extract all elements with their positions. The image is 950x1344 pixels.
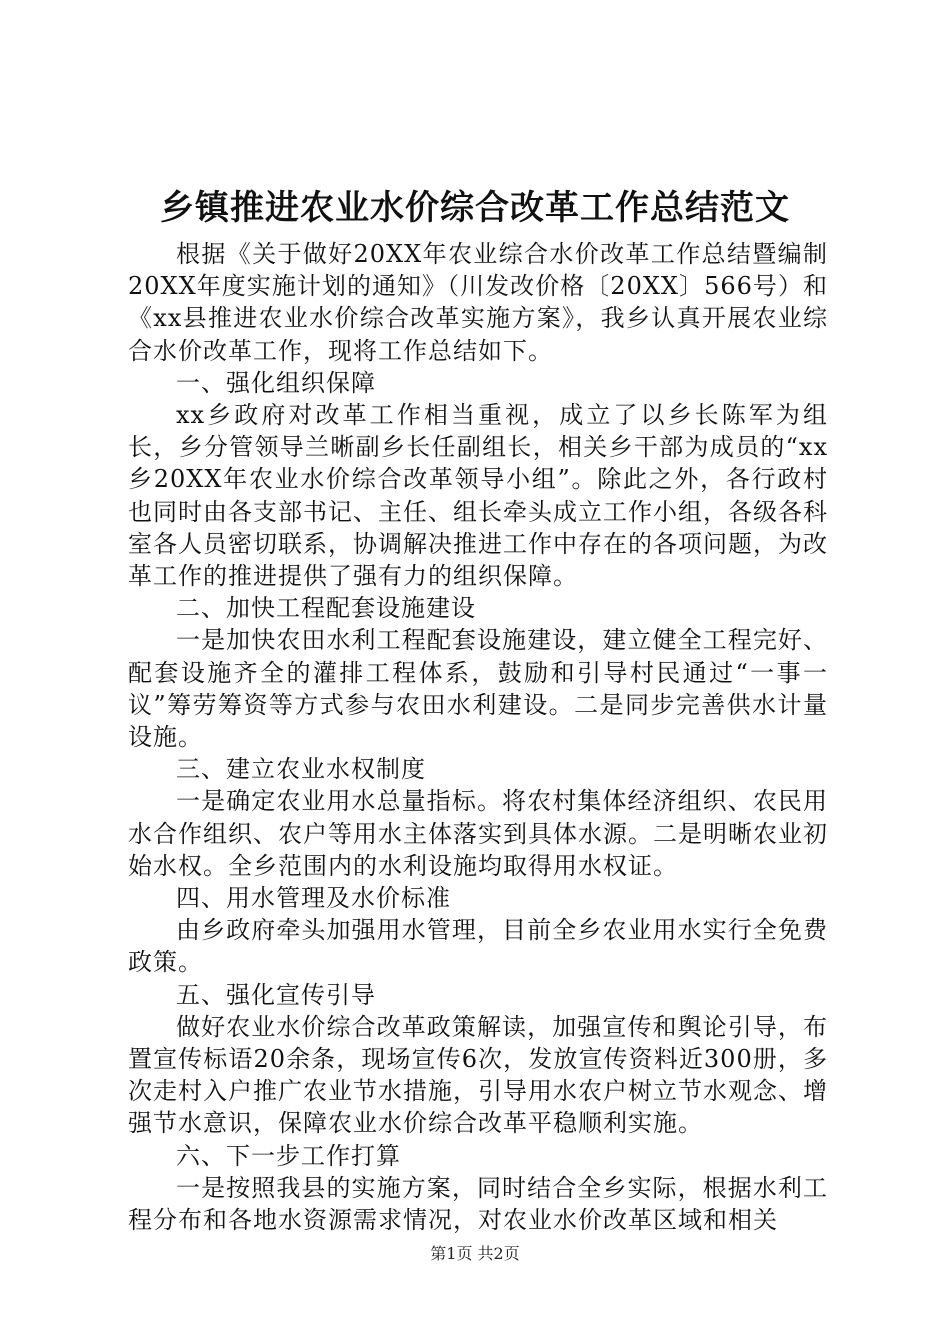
section-heading-4: 四、用水管理及水价标准: [176, 884, 451, 913]
document-body: [128, 238, 828, 1236]
section-paragraph-5: 做好农业水价综合改革政策解读，加强宣传和舆论引导，布置宣传标语20余条，现场宣传6次，发放宣传资料近300册，多次走村入户推广农业节水措施，引导用水农户树立节水观念、增强节水意识，保障农业水价综合改革平稳顺利实施。: [128, 1012, 828, 1138]
section-paragraph-6: 一是按照我县的实施方案，同时结合全乡实际，根据水利工程分布和各地水资源需求情况，对农业水价改革区域和相关: [128, 1173, 828, 1235]
document-title: 乡镇推进农业水价综合改革工作总结范文: [160, 188, 790, 228]
section-heading-6: 六、下一步工作打算: [176, 1141, 401, 1170]
section-paragraph-1: xx乡政府对改革工作相当重视，成立了以乡长陈军为组长，乡分管领导兰晰副乡长任副组长，相关乡干部为成员的“xx乡20XX年农业水价综合改革领导小组”。除此之外，各行政村也同时由各支部书记、主任、组长牵头成立工作小组，各级各科室各人员密切联系，协调解决推进工作中存在的各项问题，为改革工作的推进提供了强有力的组织保障。: [128, 401, 828, 591]
page-footer: 第1页 共2页: [430, 1244, 520, 1263]
section-heading-3: 三、建立农业水权制度: [176, 755, 426, 784]
section-paragraph-4: 由乡政府牵头加强用水管理，目前全乡农业用水实行全免费政策。: [128, 916, 828, 977]
section-heading-2: 二、加快工程配套设施建设: [176, 594, 476, 623]
section-heading-1: 一、强化组织保障: [176, 368, 376, 397]
section-heading-5: 五、强化宣传引导: [176, 980, 376, 1009]
section-paragraph-2: 一是加快农田水利工程配套设施建设，建立健全工程完好、配套设施齐全的灌排工程体系，鼓励和引导村民通过“一事一议”筹劳筹资等方式参与农田水利建设。二是同步完善供水计量设施。: [128, 626, 828, 752]
intro-paragraph: 根据《关于做好20XX年农业综合水价改革工作总结暨编制20XX年度实施计划的通知》（川发改价格〔20XX〕566号）和《xx县推进农业水价综合改革实施方案》，我乡认真开展农业综合水价改革工作，现将工作总结如下。: [128, 240, 828, 365]
section-paragraph-3: 一是确定农业用水总量指标。将农村集体经济组织、农民用水合作组织、农户等用水主体落实到具体水源。二是明晰农业初始水权。全乡范围内的水利设施均取得用水权证。: [128, 787, 828, 880]
